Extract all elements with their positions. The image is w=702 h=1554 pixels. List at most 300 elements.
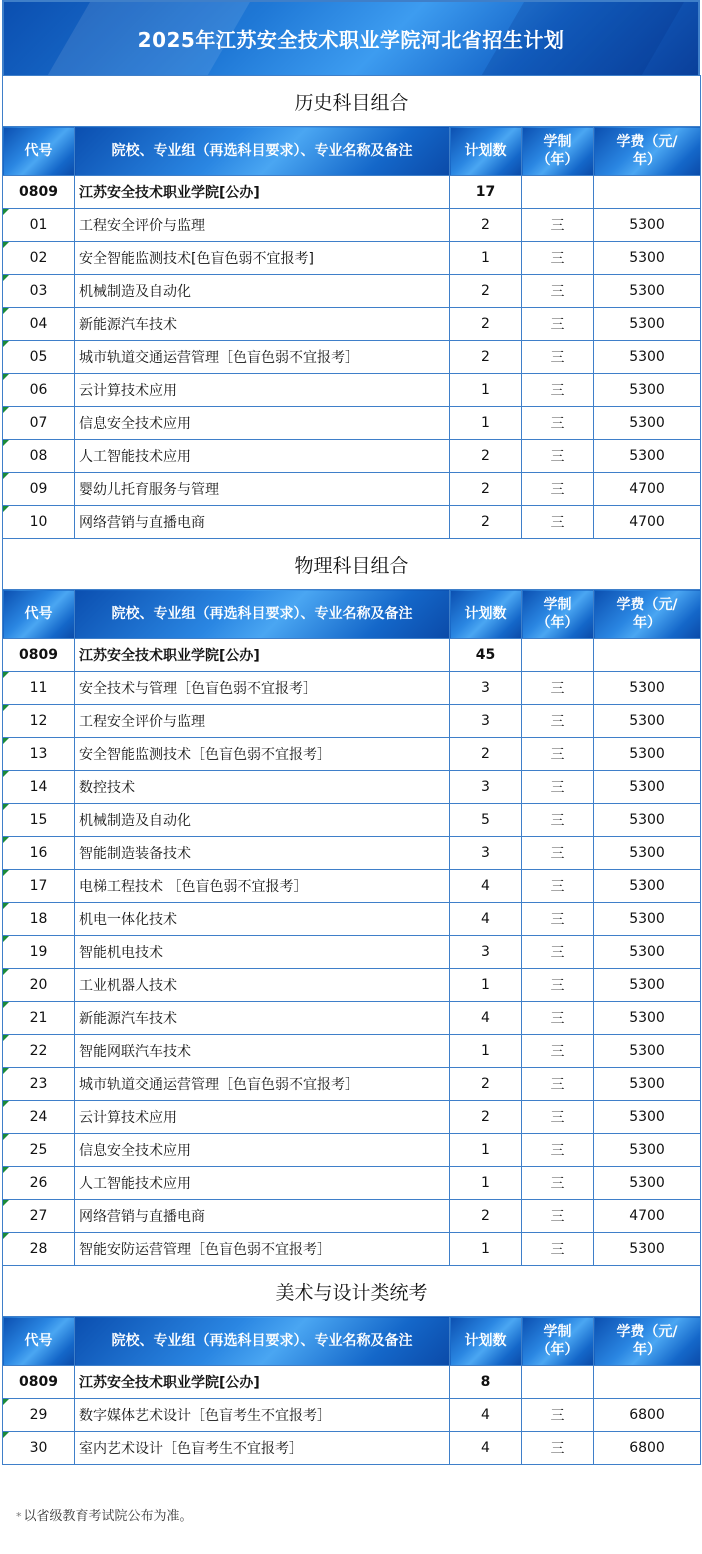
major-fee: 5300 — [594, 969, 701, 1002]
major-plan: 1 — [450, 242, 522, 275]
major-fee: 5300 — [594, 903, 701, 936]
major-years: 三 — [522, 308, 594, 341]
cell-marker — [3, 209, 9, 215]
major-fee: 5300 — [594, 1002, 701, 1035]
major-code — [3, 1035, 75, 1068]
cell-marker — [3, 1432, 9, 1438]
major-plan: 1 — [450, 969, 522, 1002]
major-code — [3, 242, 75, 275]
major-code — [3, 1200, 75, 1233]
admission-plan-table — [2, 75, 701, 1465]
cell-marker — [3, 275, 9, 281]
major-plan: 2 — [450, 1200, 522, 1233]
major-years: 三 — [522, 837, 594, 870]
major-code — [3, 275, 75, 308]
major-name: 智能安防运营管理［色盲色弱不宜报考］ — [75, 1233, 450, 1266]
major-code — [3, 936, 75, 969]
major-code — [3, 209, 75, 242]
major-plan: 1 — [450, 1134, 522, 1167]
major-code — [3, 506, 75, 539]
cell-text: 21 — [29, 1010, 48, 1026]
major-name: 安全技术与管理［色盲色弱不宜报考］ — [75, 672, 450, 705]
cell-marker — [3, 804, 9, 810]
major-plan: 1 — [450, 374, 522, 407]
major-name: 电梯工程技术 ［色盲色弱不宜报考］ — [75, 870, 450, 903]
major-plan: 2 — [450, 738, 522, 771]
header-code: 代号 — [3, 127, 75, 176]
major-name: 婴幼儿托育服务与管理 — [75, 473, 450, 506]
major-plan: 4 — [450, 903, 522, 936]
major-fee: 4700 — [594, 473, 701, 506]
header-plan: 计划数 — [450, 1317, 522, 1366]
footnote-marker: * — [16, 1510, 22, 1523]
major-fee: 5300 — [594, 209, 701, 242]
cell-marker — [3, 308, 9, 314]
cell-text: 18 — [29, 911, 48, 927]
major-years: 三 — [522, 1035, 594, 1068]
major-years: 三 — [522, 473, 594, 506]
cell-marker — [3, 936, 9, 942]
cell-marker — [3, 1035, 9, 1041]
major-name: 安全智能监测技术［色盲色弱不宜报考］ — [75, 738, 450, 771]
major-years: 三 — [522, 407, 594, 440]
table-row — [3, 1068, 701, 1101]
cell-text: 23 — [29, 1076, 48, 1092]
major-code — [3, 804, 75, 837]
major-plan: 3 — [450, 771, 522, 804]
cell-marker — [3, 705, 9, 711]
major-years: 三 — [522, 242, 594, 275]
header-line: 学制 — [543, 134, 572, 150]
header-line: （年） — [536, 152, 579, 168]
major-years: 三 — [522, 1101, 594, 1134]
cell-marker — [3, 1167, 9, 1173]
major-name: 数控技术 — [75, 771, 450, 804]
cell-text: 25 — [29, 1142, 48, 1158]
cell-text: 13 — [29, 746, 48, 762]
major-plan: 2 — [450, 440, 522, 473]
major-name: 城市轨道交通运营管理［色盲色弱不宜报考］ — [75, 341, 450, 374]
header-plan: 计划数 — [450, 590, 522, 639]
major-fee: 5300 — [594, 1167, 701, 1200]
cell-marker — [3, 672, 9, 678]
major-name: 云计算技术应用 — [75, 1101, 450, 1134]
cell-marker — [3, 738, 9, 744]
table-row — [3, 275, 701, 308]
major-years: 三 — [522, 1134, 594, 1167]
major-name: 云计算技术应用 — [75, 374, 450, 407]
major-code — [3, 1233, 75, 1266]
header-line: 年） — [633, 1342, 661, 1358]
major-fee: 6800 — [594, 1399, 701, 1432]
section-title-row — [3, 76, 701, 127]
major-plan: 2 — [450, 209, 522, 242]
table-row — [3, 440, 701, 473]
major-years: 三 — [522, 1002, 594, 1035]
major-plan: 2 — [450, 275, 522, 308]
school-row — [3, 176, 701, 209]
major-years: 三 — [522, 870, 594, 903]
table-row — [3, 672, 701, 705]
school-fee — [594, 639, 701, 672]
cell-text: 14 — [29, 779, 48, 795]
major-fee: 5300 — [594, 407, 701, 440]
major-name: 机电一体化技术 — [75, 903, 450, 936]
major-fee: 5300 — [594, 275, 701, 308]
header-line: 学费（元/ — [616, 134, 678, 150]
major-code — [3, 738, 75, 771]
section-title-row — [3, 539, 701, 590]
section-title: 物理科目组合 — [3, 539, 701, 590]
table-header-row — [3, 1317, 701, 1366]
table-header-row — [3, 127, 701, 176]
table-header-row — [3, 590, 701, 639]
major-plan: 2 — [450, 308, 522, 341]
header-fee — [594, 590, 701, 639]
table-row — [3, 506, 701, 539]
major-code — [3, 672, 75, 705]
major-plan: 1 — [450, 1167, 522, 1200]
major-fee: 5300 — [594, 705, 701, 738]
major-years: 三 — [522, 506, 594, 539]
table-row — [3, 936, 701, 969]
cell-marker — [3, 341, 9, 347]
cell-text: 20 — [29, 977, 48, 993]
cell-marker — [3, 374, 9, 380]
major-code — [3, 308, 75, 341]
major-name: 新能源汽车技术 — [75, 1002, 450, 1035]
major-name: 工业机器人技术 — [75, 969, 450, 1002]
school-name: 江苏安全技术职业学院[公办] — [75, 176, 450, 209]
table-row — [3, 1134, 701, 1167]
major-fee: 5300 — [594, 837, 701, 870]
major-plan: 1 — [450, 1035, 522, 1068]
major-code — [3, 1167, 75, 1200]
table-row — [3, 308, 701, 341]
header-line: （年） — [536, 1342, 579, 1358]
major-years: 三 — [522, 275, 594, 308]
major-years: 三 — [522, 672, 594, 705]
major-name: 室内艺术设计［色盲考生不宜报考］ — [75, 1432, 450, 1465]
major-fee: 5300 — [594, 1101, 701, 1134]
major-plan: 4 — [450, 870, 522, 903]
major-years: 三 — [522, 936, 594, 969]
major-name: 人工智能技术应用 — [75, 440, 450, 473]
cell-text: 26 — [29, 1175, 48, 1191]
major-name: 人工智能技术应用 — [75, 1167, 450, 1200]
major-fee: 5300 — [594, 870, 701, 903]
school-fee — [594, 176, 701, 209]
cell-text: 12 — [29, 713, 48, 729]
school-plan: 8 — [450, 1366, 522, 1399]
school-code: 0809 — [3, 1366, 75, 1399]
major-years: 三 — [522, 1167, 594, 1200]
major-years: 三 — [522, 771, 594, 804]
section-title: 美术与设计类统考 — [3, 1266, 701, 1317]
major-fee: 5300 — [594, 804, 701, 837]
major-code — [3, 870, 75, 903]
table-row — [3, 1002, 701, 1035]
major-fee: 5300 — [594, 1035, 701, 1068]
major-plan: 3 — [450, 837, 522, 870]
major-years: 三 — [522, 209, 594, 242]
cell-marker — [3, 440, 9, 446]
school-row — [3, 639, 701, 672]
cell-text: 09 — [29, 481, 48, 497]
cell-marker — [3, 1134, 9, 1140]
major-fee: 5300 — [594, 672, 701, 705]
major-years: 三 — [522, 1233, 594, 1266]
cell-marker — [3, 242, 9, 248]
table-row — [3, 242, 701, 275]
cell-marker — [3, 1101, 9, 1107]
cell-text: 03 — [29, 283, 48, 299]
major-name: 工程安全评价与监理 — [75, 209, 450, 242]
major-code — [3, 1002, 75, 1035]
major-name: 安全智能监测技术[色盲色弱不宜报考] — [75, 242, 450, 275]
major-name: 智能机电技术 — [75, 936, 450, 969]
table-row — [3, 407, 701, 440]
header-line: 学费（元/ — [616, 1324, 678, 1340]
major-fee: 4700 — [594, 1200, 701, 1233]
cell-marker — [3, 903, 9, 909]
major-fee: 5300 — [594, 1233, 701, 1266]
footnote — [16, 1505, 193, 1524]
header-line: 学制 — [543, 1324, 572, 1340]
major-fee: 5300 — [594, 936, 701, 969]
major-fee: 5300 — [594, 1134, 701, 1167]
major-name: 信息安全技术应用 — [75, 407, 450, 440]
major-fee: 5300 — [594, 771, 701, 804]
major-years: 三 — [522, 738, 594, 771]
major-name: 城市轨道交通运营管理［色盲色弱不宜报考］ — [75, 1068, 450, 1101]
header-line: 学费（元/ — [616, 597, 678, 613]
major-code — [3, 374, 75, 407]
table-row — [3, 473, 701, 506]
major-name: 智能制造装备技术 — [75, 837, 450, 870]
major-years: 三 — [522, 705, 594, 738]
table-row — [3, 374, 701, 407]
header-line: 年） — [633, 615, 661, 631]
cell-text: 02 — [29, 250, 48, 266]
major-code — [3, 1068, 75, 1101]
major-code — [3, 473, 75, 506]
school-code: 0809 — [3, 176, 75, 209]
major-plan: 4 — [450, 1432, 522, 1465]
major-name: 机械制造及自动化 — [75, 275, 450, 308]
table-row — [3, 903, 701, 936]
header-fee — [594, 127, 701, 176]
major-fee: 5300 — [594, 1068, 701, 1101]
cell-marker — [3, 870, 9, 876]
major-fee: 5300 — [594, 440, 701, 473]
header-years — [522, 590, 594, 639]
school-name: 江苏安全技术职业学院[公办] — [75, 1366, 450, 1399]
major-plan: 3 — [450, 672, 522, 705]
major-years: 三 — [522, 1068, 594, 1101]
major-plan: 5 — [450, 804, 522, 837]
major-fee: 5300 — [594, 374, 701, 407]
title-banner — [2, 0, 700, 75]
table-row — [3, 870, 701, 903]
table-row — [3, 209, 701, 242]
major-fee: 5300 — [594, 242, 701, 275]
major-plan: 2 — [450, 1068, 522, 1101]
cell-marker — [3, 1399, 9, 1405]
admission-plan-page — [2, 0, 700, 1465]
cell-text: 28 — [29, 1241, 48, 1257]
table-row — [3, 1233, 701, 1266]
major-plan: 2 — [450, 341, 522, 374]
major-plan: 1 — [450, 407, 522, 440]
cell-text: 17 — [29, 878, 48, 894]
cell-text: 22 — [29, 1043, 48, 1059]
table-row — [3, 705, 701, 738]
major-fee: 5300 — [594, 308, 701, 341]
school-name: 江苏安全技术职业学院[公办] — [75, 639, 450, 672]
major-plan: 2 — [450, 1101, 522, 1134]
cell-text: 19 — [29, 944, 48, 960]
major-code — [3, 341, 75, 374]
major-years: 三 — [522, 903, 594, 936]
cell-text: 07 — [29, 415, 48, 431]
cell-marker — [3, 407, 9, 413]
major-plan: 1 — [450, 1233, 522, 1266]
school-row — [3, 1366, 701, 1399]
major-name: 网络营销与直播电商 — [75, 1200, 450, 1233]
major-plan: 3 — [450, 705, 522, 738]
major-plan: 2 — [450, 473, 522, 506]
major-name: 新能源汽车技术 — [75, 308, 450, 341]
cell-marker — [3, 506, 9, 512]
major-code — [3, 1399, 75, 1432]
cell-marker — [3, 1233, 9, 1239]
major-name: 信息安全技术应用 — [75, 1134, 450, 1167]
major-code — [3, 1432, 75, 1465]
major-fee: 5300 — [594, 341, 701, 374]
header-name: 院校、专业组（再选科目要求）、专业名称及备注 — [75, 1317, 450, 1366]
page-title: 2025年江苏安全技术职业学院河北省招生计划 — [137, 28, 565, 52]
table-row — [3, 1432, 701, 1465]
table-row — [3, 837, 701, 870]
header-years — [522, 127, 594, 176]
school-code: 0809 — [3, 639, 75, 672]
major-years: 三 — [522, 1399, 594, 1432]
school-plan: 45 — [450, 639, 522, 672]
school-years — [522, 1366, 594, 1399]
major-plan: 4 — [450, 1002, 522, 1035]
major-code — [3, 440, 75, 473]
major-name: 工程安全评价与监理 — [75, 705, 450, 738]
major-years: 三 — [522, 341, 594, 374]
cell-text: 01 — [29, 217, 48, 233]
major-code — [3, 407, 75, 440]
major-years: 三 — [522, 969, 594, 1002]
section-title-row — [3, 1266, 701, 1317]
header-code: 代号 — [3, 1317, 75, 1366]
header-code: 代号 — [3, 590, 75, 639]
cell-text: 16 — [29, 845, 48, 861]
major-plan: 2 — [450, 506, 522, 539]
major-fee: 4700 — [594, 506, 701, 539]
header-name: 院校、专业组（再选科目要求）、专业名称及备注 — [75, 590, 450, 639]
cell-text: 08 — [29, 448, 48, 464]
major-years: 三 — [522, 804, 594, 837]
cell-marker — [3, 1200, 9, 1206]
section-title: 历史科目组合 — [3, 76, 701, 127]
cell-text: 30 — [29, 1440, 48, 1456]
table-row — [3, 1399, 701, 1432]
school-fee — [594, 1366, 701, 1399]
header-years — [522, 1317, 594, 1366]
table-row — [3, 969, 701, 1002]
cell-text: 06 — [29, 382, 48, 398]
table-row — [3, 1101, 701, 1134]
major-code — [3, 1101, 75, 1134]
cell-marker — [3, 1068, 9, 1074]
major-code — [3, 1134, 75, 1167]
header-line: 学制 — [543, 597, 572, 613]
cell-text: 29 — [29, 1407, 48, 1423]
major-code — [3, 771, 75, 804]
cell-text: 04 — [29, 316, 48, 332]
major-name: 智能网联汽车技术 — [75, 1035, 450, 1068]
major-plan: 3 — [450, 936, 522, 969]
major-code — [3, 705, 75, 738]
header-line: 年） — [633, 152, 661, 168]
table-row — [3, 1200, 701, 1233]
cell-marker — [3, 771, 9, 777]
table-row — [3, 1167, 701, 1200]
header-name: 院校、专业组（再选科目要求）、专业名称及备注 — [75, 127, 450, 176]
major-code — [3, 837, 75, 870]
cell-marker — [3, 969, 9, 975]
major-name: 机械制造及自动化 — [75, 804, 450, 837]
major-name: 网络营销与直播电商 — [75, 506, 450, 539]
major-years: 三 — [522, 440, 594, 473]
header-fee — [594, 1317, 701, 1366]
header-line: （年） — [536, 615, 579, 631]
table-row — [3, 1035, 701, 1068]
school-years — [522, 639, 594, 672]
major-fee: 5300 — [594, 738, 701, 771]
major-name: 数字媒体艺术设计［色盲考生不宜报考］ — [75, 1399, 450, 1432]
major-code — [3, 903, 75, 936]
school-years — [522, 176, 594, 209]
footnote-text: 以省级教育考试院公布为准。 — [23, 1509, 193, 1524]
cell-marker — [3, 837, 9, 843]
table-row — [3, 341, 701, 374]
cell-text: 05 — [29, 349, 48, 365]
major-code — [3, 969, 75, 1002]
cell-marker — [3, 1002, 9, 1008]
table-row — [3, 771, 701, 804]
table-row — [3, 804, 701, 837]
cell-marker — [3, 473, 9, 479]
cell-text: 15 — [29, 812, 48, 828]
school-plan: 17 — [450, 176, 522, 209]
cell-text: 11 — [29, 680, 48, 696]
table-row — [3, 738, 701, 771]
major-years: 三 — [522, 1432, 594, 1465]
major-fee: 6800 — [594, 1432, 701, 1465]
cell-text: 27 — [29, 1208, 48, 1224]
major-years: 三 — [522, 1200, 594, 1233]
cell-text: 10 — [29, 514, 48, 530]
major-years: 三 — [522, 374, 594, 407]
header-plan: 计划数 — [450, 127, 522, 176]
cell-text: 24 — [29, 1109, 48, 1125]
